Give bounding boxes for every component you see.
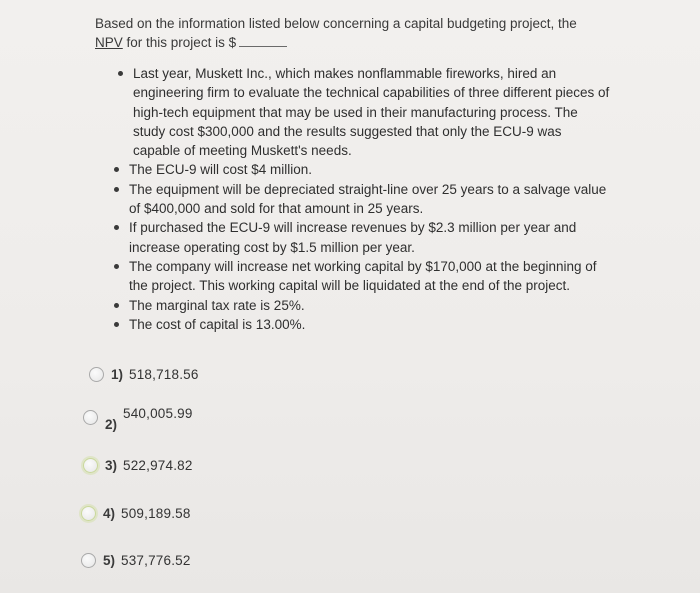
answer-option-5[interactable] — [81, 553, 191, 568]
list-item-text: Last year, Muskett Inc., which makes nonflammable fireworks, hired an engineering firm to evaluate the technical capabilities of three different pieces of high-tech equipment that may be used in their manufacturing process. The study cost $300,000 and the results suggested that only the ECU-9 was capable of meeting Muskett's needs. — [133, 66, 610, 159]
list-item — [110, 218, 610, 257]
list-item-text: The marginal tax rate is 25%. — [129, 297, 305, 313]
answer-option-2[interactable] — [83, 406, 193, 432]
option-number: 2) — [105, 417, 118, 432]
list-item — [110, 315, 610, 334]
radio-button-icon[interactable] — [81, 506, 96, 521]
project-details-list — [110, 64, 610, 334]
answer-option-4[interactable] — [81, 506, 191, 521]
list-item — [110, 64, 610, 160]
radio-button-icon[interactable] — [89, 367, 104, 382]
list-item-text: The company will increase net working capital by $170,000 at the beginning of the project. This working capital will be liquidated at the end of the project. — [129, 258, 597, 294]
bullet-icon — [114, 264, 119, 269]
option-value: 537,776.52 — [121, 553, 191, 568]
question-line-2-rest: for this project is $ — [126, 35, 237, 50]
list-item-text: The equipment will be depreciated straight-line over 25 years to a salvage value of $400,000 and sold for that amount in 25 years. — [129, 181, 607, 217]
list-item-text: The ECU-9 will cost $4 million. — [129, 162, 313, 178]
list-item — [110, 160, 610, 179]
answer-option-3[interactable] — [83, 458, 193, 473]
list-item — [110, 180, 610, 219]
bullet-icon — [114, 303, 119, 308]
option-number: 3) — [105, 458, 118, 473]
list-item — [110, 257, 610, 296]
option-value: 540,005.99 — [123, 406, 193, 421]
radio-button-icon[interactable] — [81, 553, 96, 568]
option-value: 522,974.82 — [123, 458, 193, 473]
option-value: 509,189.58 — [121, 506, 191, 521]
question-text — [95, 14, 635, 52]
list-item-text: If purchased the ECU-9 will increase revenues by $2.3 million per year and increase operating cost by $1.5 million per year. — [129, 220, 577, 255]
list-item-text: The cost of capital is 13.00%. — [129, 316, 306, 332]
answer-blank — [239, 34, 287, 47]
npv-label: NPV — [95, 35, 123, 50]
radio-button-icon[interactable] — [83, 458, 98, 473]
answer-option-1[interactable] — [89, 367, 199, 382]
option-number: 5) — [103, 553, 116, 568]
option-value: 518,718.56 — [129, 367, 199, 382]
question-line-2 — [95, 33, 635, 52]
list-item — [110, 296, 610, 315]
bullet-icon — [118, 71, 123, 76]
option-number: 1) — [111, 367, 124, 382]
bullet-icon — [114, 167, 119, 172]
question-line-1: Based on the information listed below concerning a capital budgeting project, the — [95, 16, 577, 31]
bullet-icon — [114, 187, 119, 192]
radio-button-icon[interactable] — [83, 410, 98, 425]
option-number: 4) — [103, 506, 116, 521]
bullet-icon — [114, 225, 119, 230]
bullet-icon — [114, 322, 119, 327]
